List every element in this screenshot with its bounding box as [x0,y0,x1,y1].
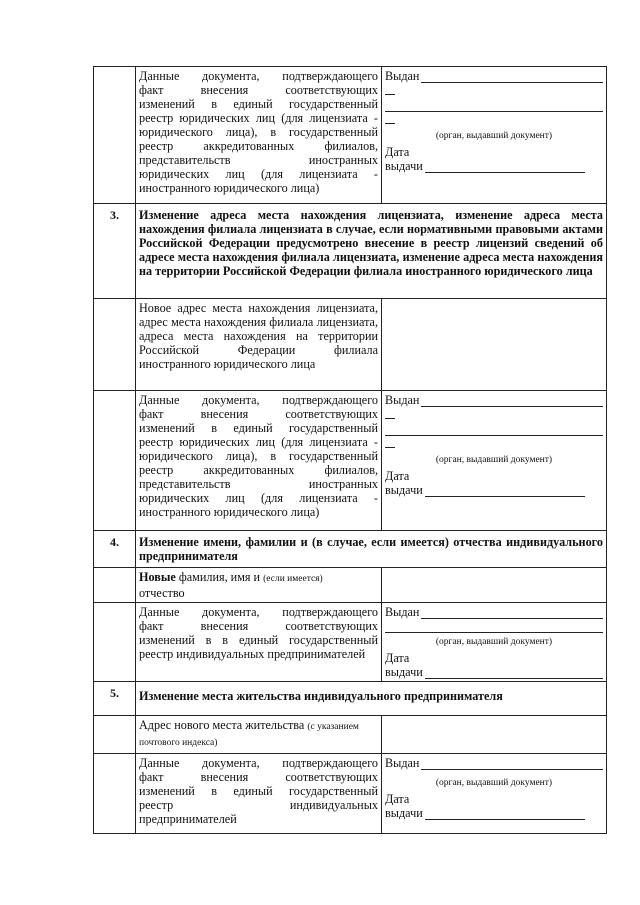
date-label: Дата [385,469,410,483]
label-line: представительств иностранных [139,153,378,167]
new-residence-label: Адрес нового места жительства (с указанием почтового индекса) [136,716,382,754]
table-row [94,603,607,682]
issuer-caption: (орган, выдавший документ) [435,131,553,141]
number-cell [94,67,136,204]
issued-label: Выдан [385,605,420,619]
label-line: изменений в единый государственный [139,97,378,111]
label-line: реестр юридических лиц (для лицензиата - [139,435,378,449]
date-label: Дата [385,651,410,665]
issued-field-line[interactable] [385,422,603,436]
number-cell [94,603,136,682]
table-row [94,391,607,531]
label-line: реестр аккредитованных филиалов, [139,139,378,153]
new-residence-field[interactable] [382,716,607,754]
label-line: Данные документа, подтверждающего [139,756,378,770]
issued-field[interactable] [421,70,603,83]
number-cell [94,391,136,531]
section-header-row [94,682,607,716]
date-label: Дата [385,792,410,806]
doc-fields-cell[interactable] [382,67,607,204]
issuer-caption: (орган, выдавший документ) [435,455,553,465]
label-line: реестр индивидуальных предпринимателей [139,647,366,661]
issuer-caption: (орган, выдавший документ) [435,637,553,647]
table-row [94,754,607,834]
section-number: 4. [94,531,136,568]
label-line: факт внесения соответствующих [139,407,378,421]
section-title: Изменение места жительства индивидуального предпринимателя [136,682,607,716]
doc-fields-cell[interactable] [382,603,607,682]
table-row [94,299,607,391]
doc-label-cell [136,67,382,204]
label-line: изменений в единый государственный [139,421,378,435]
label-line: Данные документа, подтверждающего [139,605,378,619]
label-line: представительств иностранных [139,477,378,491]
label-line: юридических лиц (для лицензиата - [139,491,378,505]
date-issued-label: выдачи [385,806,423,820]
date-issued-label: выдачи [385,483,423,497]
date-field[interactable] [425,484,585,497]
label-line: реестр аккредитованных филиалов, [139,463,378,477]
section-title: Изменение имени, фамилии и (в случае, если имеется) отчества индивидуального предпринимателя [136,531,607,568]
doc-label-cell [136,391,382,531]
label-line: иностранного юридического лица) [139,181,320,195]
label-line: факт внесения соответствующих [139,770,378,784]
issued-label: Выдан [385,393,420,407]
label-line: юридических лиц (для лицензиата - [139,167,378,181]
new-name-field[interactable] [382,568,607,603]
new-address-label: Новое адрес места нахождения лицензиата, адрес места нахождения филиала лицензиата, адреса места нахождения на территории Российской Федерации филиала иностранного юридического лица [136,299,382,391]
label-line: Данные документа, подтверждающего [139,393,378,407]
issued-field[interactable] [421,757,603,770]
section-title: Изменение адреса места нахождения лицензиата, изменение адреса места нахождения филиала лицензиата в случае, если нормативными правовыми актами Российской Федерации предусмотрено внесение в реестр лицензий сведений об адресе места нахождения филиала лицензиата, изменение адреса места нахождения на территории Российской Федерации филиала иностранного юридического лица [136,204,607,299]
issued-field[interactable] [421,606,603,619]
label-line: предпринимателей [139,812,237,826]
number-cell [94,299,136,391]
date-issued-label: выдачи [385,665,423,679]
issued-label: Выдан [385,69,420,83]
issuer-caption: (орган, выдавший документ) [435,778,553,788]
table-row [94,716,607,754]
issued-field-line[interactable] [385,98,603,112]
number-cell [94,716,136,754]
label-line: Данные документа, подтверждающего [139,69,378,83]
date-field[interactable] [425,160,585,173]
label-line: факт внесения соответствующих [139,83,378,97]
doc-label-cell [136,754,382,834]
section-number: 5. [94,682,136,716]
label-line: иностранного юридического лица) [139,505,320,519]
section-number: 3. [94,204,136,299]
doc-fields-cell[interactable] [382,391,607,531]
label-line: изменений в в единый государственный [139,633,378,647]
label-line: реестр индивидуальных [139,798,378,812]
number-cell [94,568,136,603]
date-issued-label: выдачи [385,159,423,173]
new-name-label: Новые фамилия, имя и (если имеется) отчество [136,568,382,603]
date-field[interactable] [425,666,603,679]
label-line: юридического лица), в государственный [139,125,378,139]
table-row [94,568,607,603]
issued-field-line[interactable] [385,619,603,633]
section-header-row [94,531,607,568]
label-line: изменений в единый государственный [139,784,378,798]
label-line: реестр юридических лиц (для лицензиата - [139,111,378,125]
issued-label: Выдан [385,756,420,770]
new-address-field[interactable] [382,299,607,391]
form-table [93,66,606,834]
label-line: факт внесения соответствующих [139,619,378,633]
label-line: юридического лица), в государственный [139,449,378,463]
doc-label-cell [136,603,382,682]
doc-fields-cell[interactable] [382,754,607,834]
date-field[interactable] [425,807,585,820]
table-row [94,67,607,204]
issued-field[interactable] [421,394,603,407]
date-label: Дата [385,145,410,159]
section-header-row [94,204,607,299]
number-cell [94,754,136,834]
